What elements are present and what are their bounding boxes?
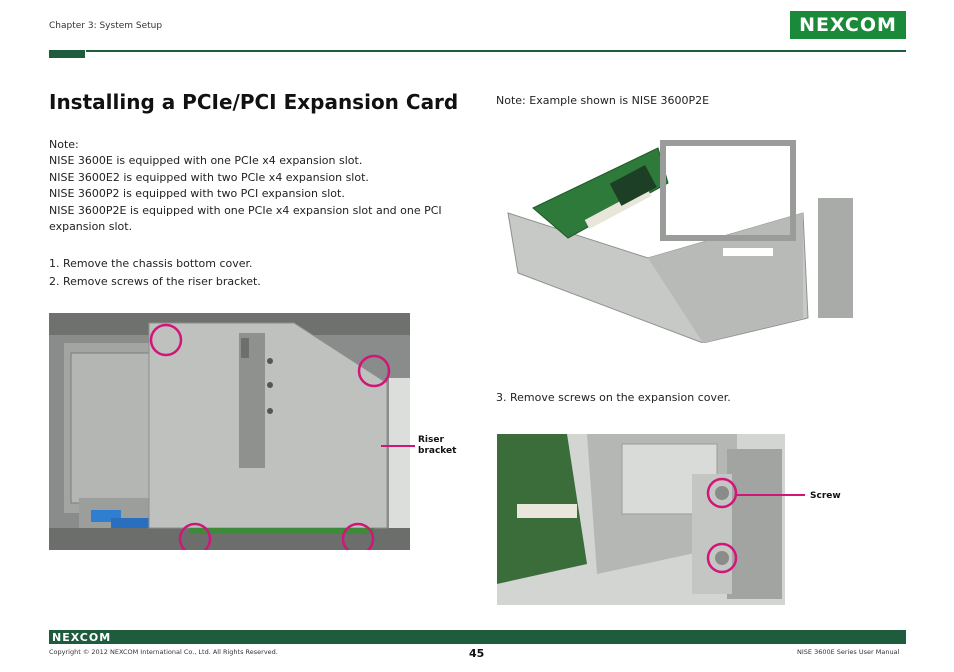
example-note: Note: Example shown is NISE 3600P2E <box>496 94 710 107</box>
step-3-text: 3. Remove screws on the expansion cover. <box>496 391 731 404</box>
page-number: 45 <box>469 647 485 660</box>
note-block <box>49 137 449 235</box>
header-accent-block <box>49 50 85 58</box>
nexcom-logo: NEXCOM <box>790 11 906 39</box>
copyright-text: Copyright © 2012 NEXCOM International Co., Ltd. All Rights Reserved. <box>49 648 278 656</box>
note-line: NISE 3600E2 is equipped with two PCIe x4 expansion slot. <box>49 170 369 184</box>
note-line: NISE 3600P2 is equipped with two PCI expansion slot. <box>49 187 345 201</box>
riser-leader-line <box>381 445 415 447</box>
step-list <box>49 255 261 291</box>
page-title: Installing a PCIe/PCI Expansion Card <box>49 90 459 114</box>
screw-leader-line <box>737 494 805 496</box>
header-rule <box>86 50 906 52</box>
expansion-cover-photo <box>497 434 785 605</box>
footer-bar <box>49 630 906 644</box>
note-line: NISE 3600E is equipped with one PCIe x4 expansion slot. <box>49 154 363 168</box>
note-heading: Note: <box>49 138 79 151</box>
note-line: NISE 3600P2E is equipped with one PCIe x4 expansion slot and one PCI expansion slot. <box>49 203 442 234</box>
step-item: 2. Remove screws of the riser bracket. <box>49 275 261 288</box>
step-item: 1. Remove the chassis bottom cover. <box>49 257 253 270</box>
chassis-riser-photo <box>49 313 410 550</box>
footer-accent-square <box>890 630 897 637</box>
riser-bracket-callout: Riser bracket <box>418 435 457 456</box>
riser-bracket-photo <box>498 128 858 343</box>
chapter-label: Chapter 3: System Setup <box>49 21 163 31</box>
screw-callout: Screw <box>810 491 841 501</box>
manual-name: NISE 3600E Series User Manual <box>797 648 900 656</box>
footer-logo: NEXCOM <box>52 631 112 644</box>
